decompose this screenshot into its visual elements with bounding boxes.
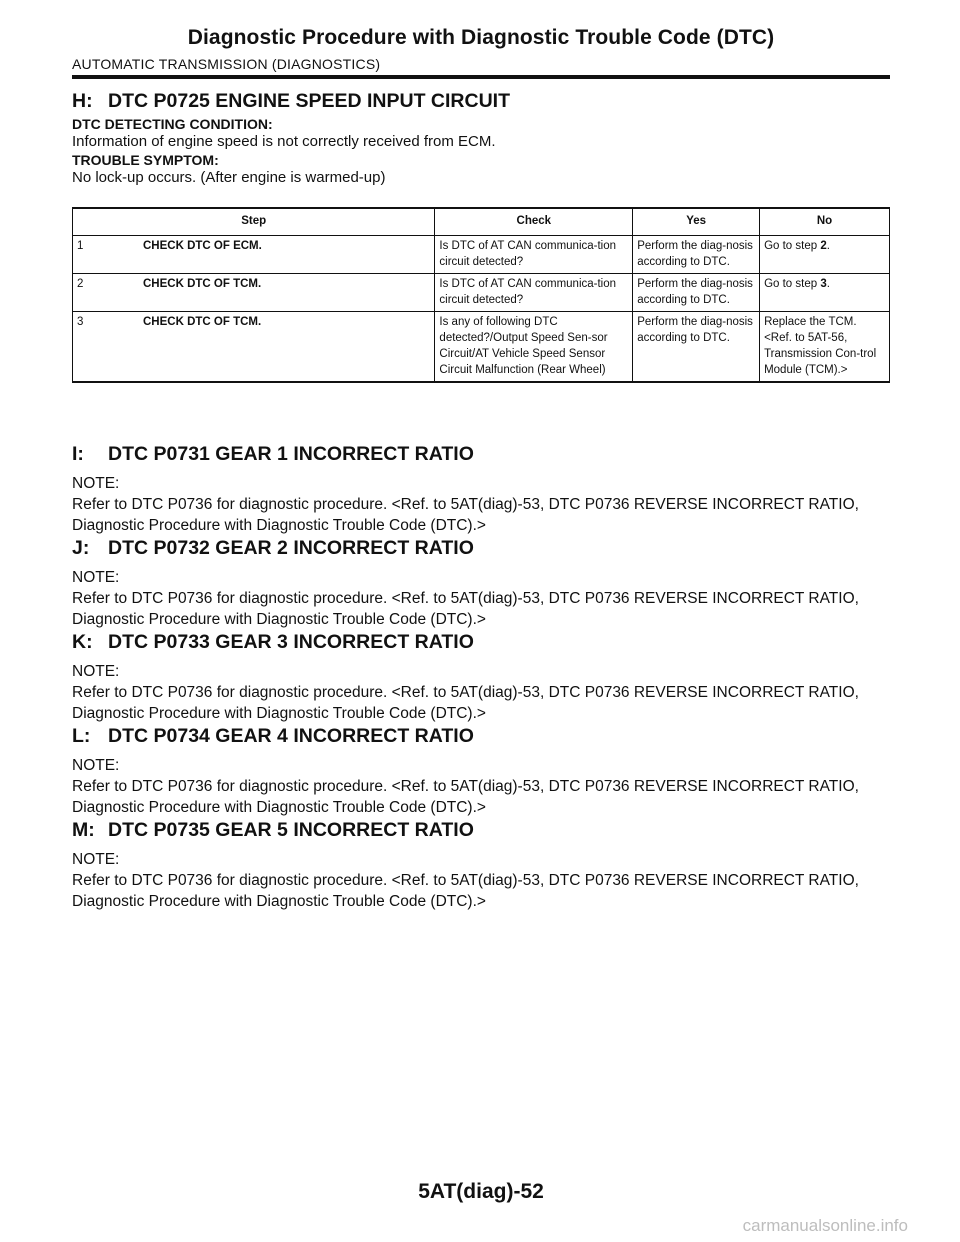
note-label: NOTE: bbox=[72, 757, 120, 774]
header-rule bbox=[72, 75, 890, 79]
note-text[interactable]: Refer to DTC P0736 for diagnostic procedure. <Ref. to 5AT(diag)-53, DTC P0736 REVERSE INCORRECT RATIO, Diagnostic Procedure with Diagnostic Trouble Code (DTC).> bbox=[72, 872, 859, 910]
step-cell bbox=[73, 274, 435, 312]
note-label: NOTE: bbox=[72, 569, 120, 586]
step-number: 2 bbox=[77, 278, 84, 290]
page-subtitle: AUTOMATIC TRANSMISSION (DIAGNOSTICS) bbox=[72, 56, 381, 72]
table-row bbox=[73, 312, 890, 383]
page-title: Diagnostic Procedure with Diagnostic Trouble Code (DTC) bbox=[187, 26, 775, 49]
column-header-no: No bbox=[760, 208, 890, 236]
check-cell: Is any of following DTC detected?/Output Speed Sen-sor Circuit/AT Vehicle Speed Sensor Circuit Malfunction (Rear Wheel) bbox=[435, 312, 633, 383]
yes-cell: Perform the diag-nosis according to DTC. bbox=[633, 236, 760, 274]
no-suffix: . bbox=[826, 240, 830, 252]
note-text[interactable]: Refer to DTC P0736 for diagnostic procedure. <Ref. to 5AT(diag)-53, DTC P0736 REVERSE INCORRECT RATIO, Diagnostic Procedure with Diagnostic Trouble Code (DTC).> bbox=[72, 684, 859, 722]
check-cell: Is DTC of AT CAN communica-tion circuit detected? bbox=[435, 274, 633, 312]
table-row bbox=[73, 274, 890, 312]
yes-cell: Perform the diag-nosis according to DTC. bbox=[633, 274, 760, 312]
column-header-yes: Yes bbox=[633, 208, 760, 236]
symptom-label: TROUBLE SYMPTOM: bbox=[72, 152, 219, 168]
note-text[interactable]: Refer to DTC P0736 for diagnostic procedure. <Ref. to 5AT(diag)-53, DTC P0736 REVERSE INCORRECT RATIO, Diagnostic Procedure with Diagnostic Trouble Code (DTC).> bbox=[72, 496, 859, 534]
section-letter: K: bbox=[72, 631, 93, 653]
note-text[interactable]: Refer to DTC P0736 for diagnostic procedure. <Ref. to 5AT(diag)-53, DTC P0736 REVERSE INCORRECT RATIO, Diagnostic Procedure with Diagnostic Trouble Code (DTC).> bbox=[72, 778, 859, 816]
check-cell: Is DTC of AT CAN communica-tion circuit detected? bbox=[435, 236, 633, 274]
no-text: Go to step bbox=[764, 240, 821, 252]
section-letter: L: bbox=[72, 725, 91, 747]
table-row bbox=[73, 236, 890, 274]
section-title: DTC P0732 GEAR 2 INCORRECT RATIO bbox=[108, 537, 474, 559]
section-heading-j bbox=[72, 537, 474, 560]
section-heading-k bbox=[72, 631, 474, 654]
step-title: CHECK DTC OF TCM. bbox=[143, 278, 262, 290]
no-suffix: . bbox=[826, 278, 830, 290]
note-label: NOTE: bbox=[72, 851, 120, 868]
no-cell[interactable]: Replace the TCM. <Ref. to 5AT-56, Transmission Con-trol Module (TCM).> bbox=[760, 312, 890, 383]
page-number: 5AT(diag)-52 bbox=[418, 1180, 544, 1203]
note-block bbox=[72, 661, 890, 724]
note-block bbox=[72, 567, 890, 630]
table-header-row bbox=[73, 208, 890, 236]
section-heading-h bbox=[72, 90, 510, 113]
note-label: NOTE: bbox=[72, 475, 120, 492]
no-cell bbox=[760, 236, 890, 274]
no-step-link[interactable]: 2 bbox=[820, 240, 827, 252]
step-title: CHECK DTC OF TCM. bbox=[143, 316, 262, 328]
step-number: 3 bbox=[77, 316, 84, 328]
no-cell bbox=[760, 274, 890, 312]
step-number: 1 bbox=[77, 240, 84, 252]
dtc-step-table bbox=[72, 207, 890, 383]
section-letter: M: bbox=[72, 819, 95, 841]
section-title: DTC P0735 GEAR 5 INCORRECT RATIO bbox=[108, 819, 474, 841]
note-block bbox=[72, 473, 890, 536]
note-text[interactable]: Refer to DTC P0736 for diagnostic procedure. <Ref. to 5AT(diag)-53, DTC P0736 REVERSE INCORRECT RATIO, Diagnostic Procedure with Diagnostic Trouble Code (DTC).> bbox=[72, 590, 859, 628]
column-header-step: Step bbox=[73, 208, 435, 236]
section-title: DTC P0734 GEAR 4 INCORRECT RATIO bbox=[108, 725, 474, 747]
section-heading-m bbox=[72, 819, 474, 842]
condition-label: DTC DETECTING CONDITION: bbox=[72, 116, 273, 132]
section-title: DTC P0731 GEAR 1 INCORRECT RATIO bbox=[108, 443, 474, 465]
section-letter: I: bbox=[72, 443, 84, 465]
watermark: carmanualsonline.info bbox=[742, 1216, 908, 1235]
note-block bbox=[72, 849, 890, 912]
condition-text: Information of engine speed is not correctly received from ECM. bbox=[72, 133, 496, 150]
section-letter: H: bbox=[72, 90, 93, 112]
yes-cell: Perform the diag-nosis according to DTC. bbox=[633, 312, 760, 383]
section-title: DTC P0725 ENGINE SPEED INPUT CIRCUIT bbox=[108, 90, 510, 112]
step-cell bbox=[73, 236, 435, 274]
no-text: Go to step bbox=[764, 278, 821, 290]
step-title: CHECK DTC OF ECM. bbox=[143, 240, 262, 252]
step-cell bbox=[73, 312, 435, 383]
section-heading-i bbox=[72, 443, 474, 466]
note-label: NOTE: bbox=[72, 663, 120, 680]
symptom-text: No lock-up occurs. (After engine is warmed-up) bbox=[72, 169, 386, 186]
section-title: DTC P0733 GEAR 3 INCORRECT RATIO bbox=[108, 631, 474, 653]
section-letter: J: bbox=[72, 537, 90, 559]
note-block bbox=[72, 755, 890, 818]
section-heading-l bbox=[72, 725, 474, 748]
no-step-link[interactable]: 3 bbox=[820, 278, 827, 290]
column-header-check: Check bbox=[435, 208, 633, 236]
